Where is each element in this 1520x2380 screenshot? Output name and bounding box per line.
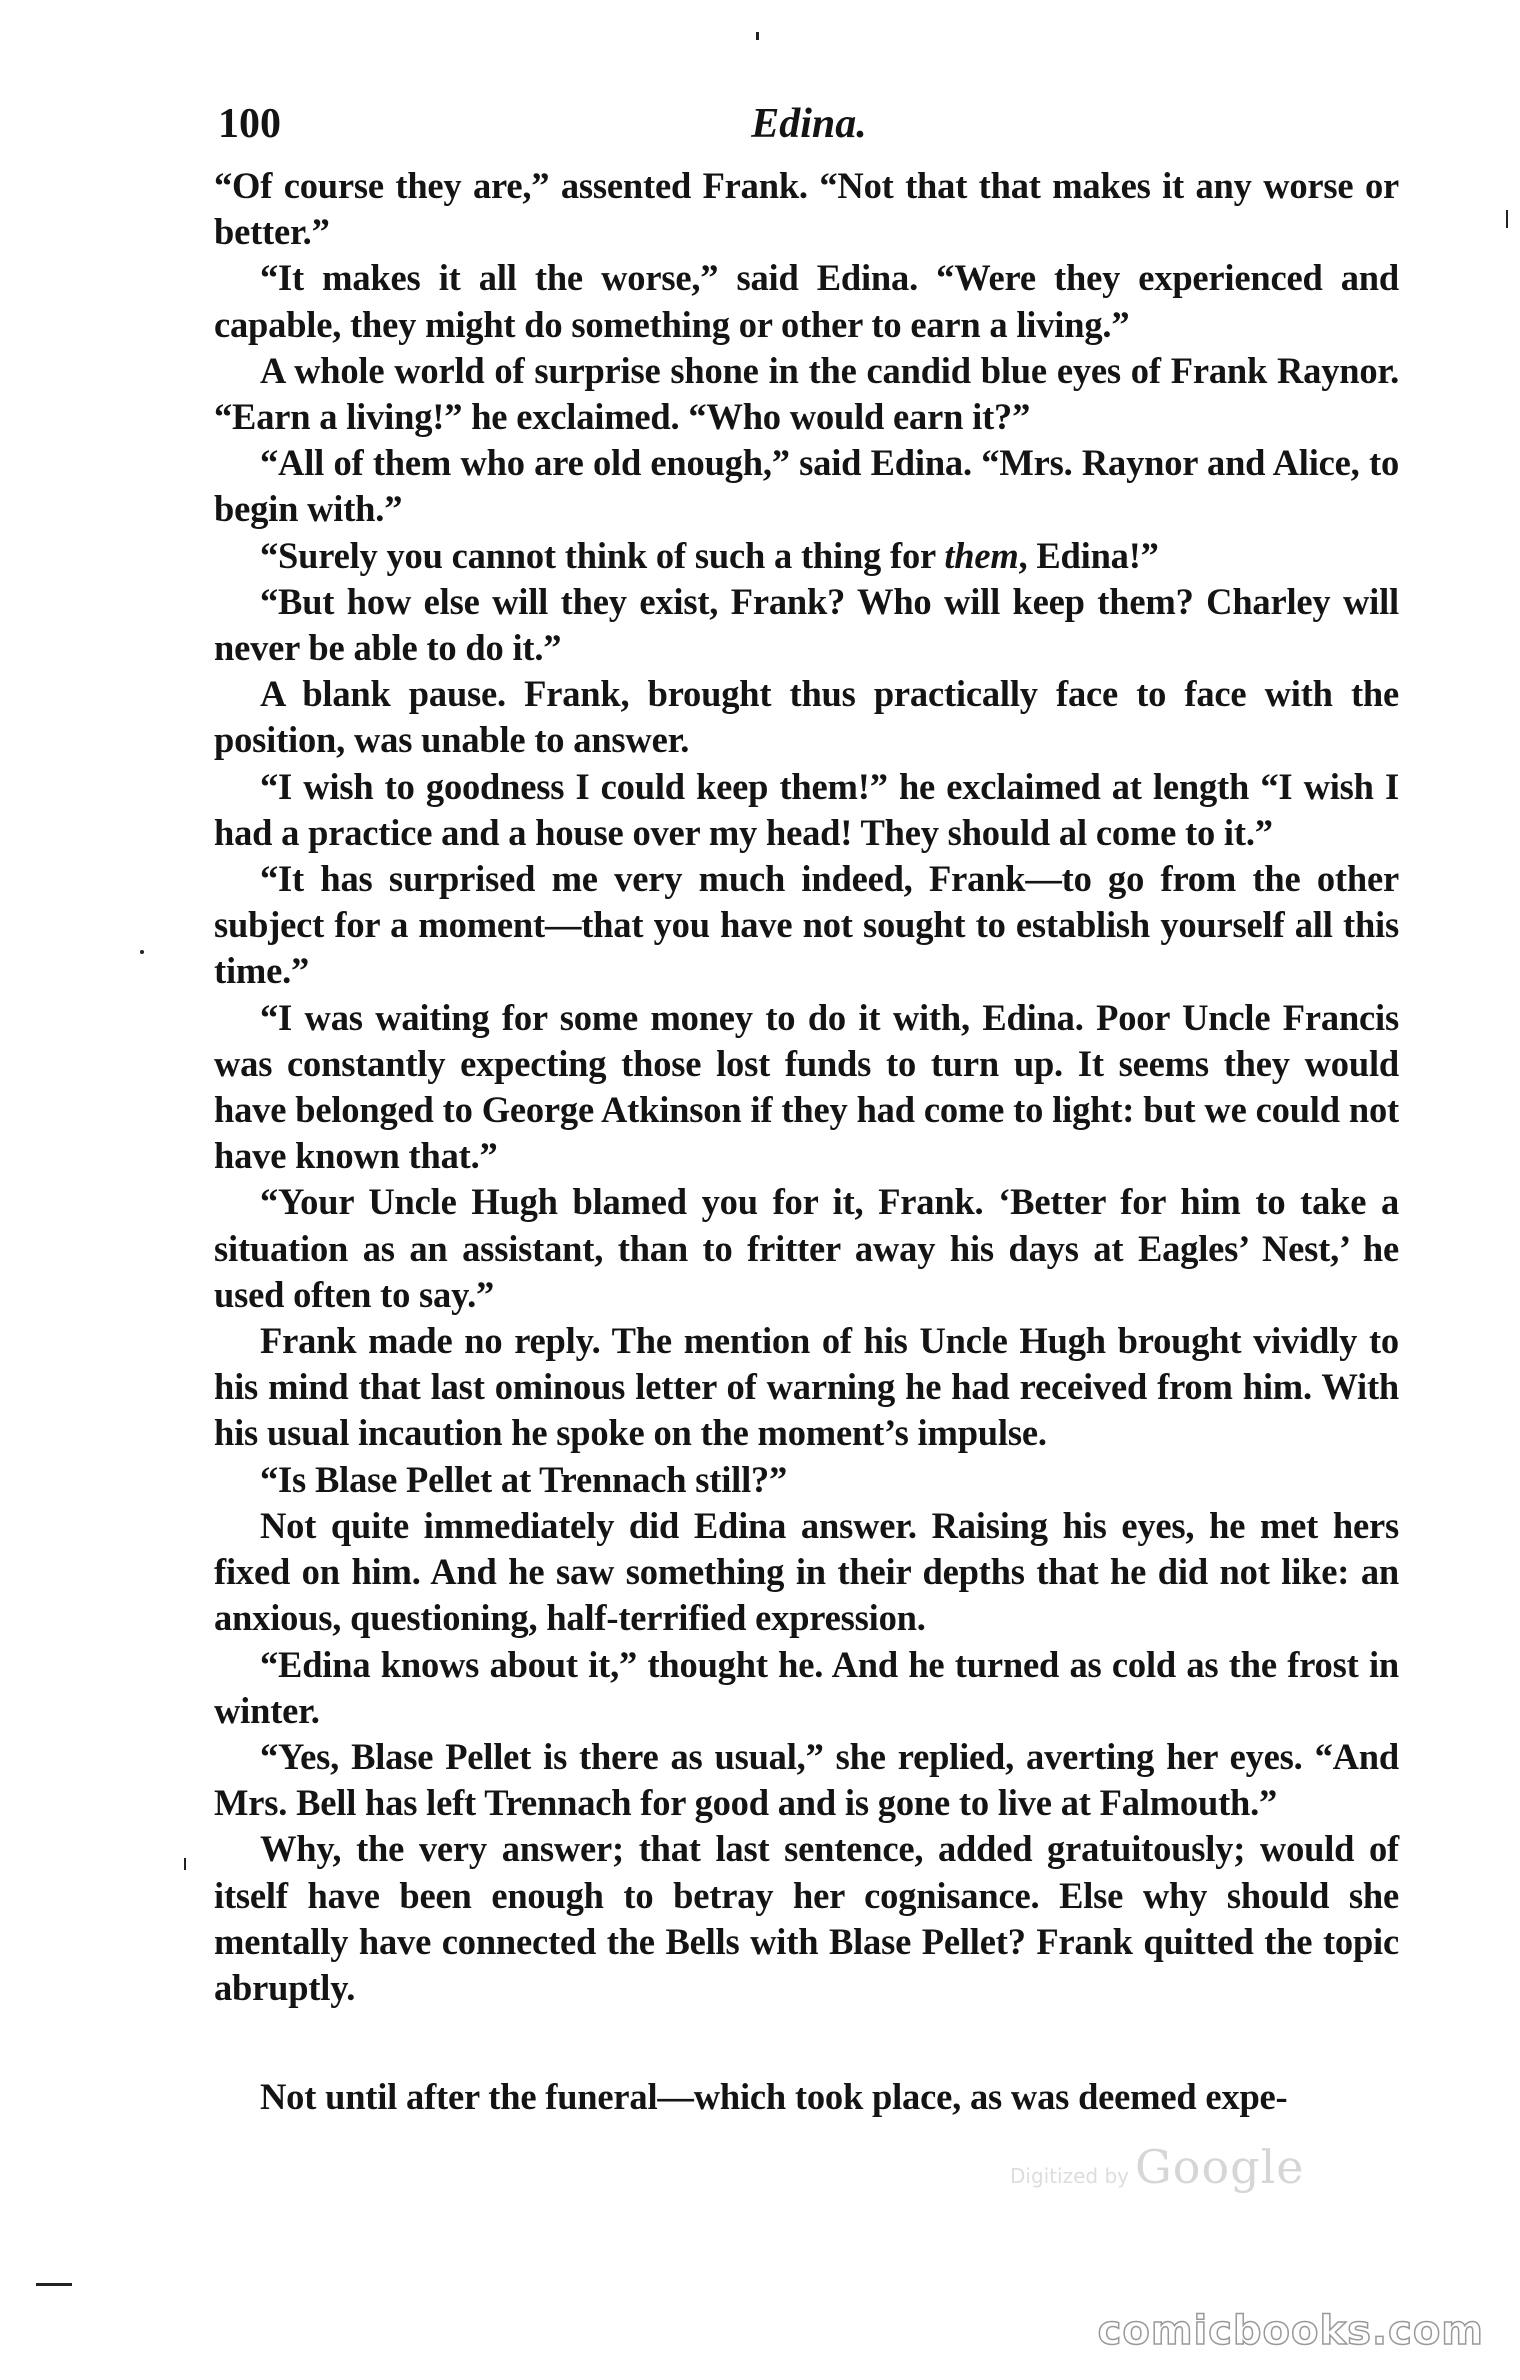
paragraph-11: “Your Uncle Hugh blamed you for it, Frank. ‘Better for him to take a situation as an assistant, than to fritter away his days at Eagles’ Nest,’ he used often to say.” <box>214 1181 1399 1315</box>
google-watermark <box>1010 2140 1305 2194</box>
paragraph-5-after: , Edina!” <box>1018 534 1159 576</box>
body-text <box>214 163 1399 2120</box>
paragraph-16: “Yes, Blase Pellet is there as usual,” she replied, averting her eyes. “And Mrs. Bell has left Trennach for good and is gone to live at Falmouth.” <box>214 1735 1399 1824</box>
paragraph-12: Frank made no reply. The mention of his Uncle Hugh brought vividly to his mind that last ominous letter of warning he had received from him. With his usual incaution he spoke on the moment’s impulse. <box>214 1320 1399 1454</box>
paragraph-3: A whole world of surprise shone in the candid blue eyes of Frank Raynor. “Earn a living!” he exclaimed. “Who would earn it?” <box>214 349 1399 438</box>
paragraph-8: “I wish to goodness I could keep them!” he exclaimed at length “I wish I had a practice and a house over my head! They should al come to it.” <box>214 765 1399 853</box>
paragraph-6: “But how else will they exist, Frank? Who will keep them? Charley will never be able to do it.” <box>214 580 1399 669</box>
print-speck <box>1506 210 1508 228</box>
running-head <box>218 100 1400 152</box>
paragraph-1: “Of course they are,” assented Frank. “Not that that makes it any worse or better.” <box>214 165 1399 253</box>
print-speck <box>140 950 144 954</box>
site-watermark: comicbooks.com <box>1097 2308 1484 2354</box>
digitized-by-label: Digitized by <box>1010 2164 1129 2188</box>
running-title: Edina. <box>751 101 867 147</box>
paragraph-5 <box>214 533 1399 579</box>
paragraph-14: Not quite immediately did Edina answer. Raising his eyes, he met hers fixed on him. And he saw something in their depths that he did not like: an anxious, questioning, half-terrified expression. <box>214 1504 1399 1639</box>
paragraph-18: Not until after the funeral—which took place, as was deemed expe- <box>260 2076 1288 2118</box>
paragraph-5-before: “Surely you cannot think of such a thing for <box>260 534 945 576</box>
paragraph-2: “It makes it all the worse,” said Edina. “Were they experienced and capable, they might do something or other to earn a living.” <box>214 257 1399 345</box>
paragraph-15: “Edina knows about it,” thought he. And he turned as cold as the frost in winter. <box>214 1643 1399 1731</box>
paragraph-5-italic: them <box>944 534 1019 576</box>
print-speck <box>756 32 759 40</box>
print-speck <box>36 2283 72 2286</box>
section-gap <box>214 2011 1399 2074</box>
paragraph-17: Why, the very answer; that last sentence, added gratuitously; would of itself have been enough to betray her cognisance. Else why should she mentally have connected the Bells with Blase Pellet? Frank quitted the topic abruptly. <box>214 1828 1399 2008</box>
paragraph-9: “It has surprised me very much indeed, Frank—to go from the other subject for a moment—that you have not sought to establish yourself all this time.” <box>214 858 1399 992</box>
print-speck <box>184 1858 186 1870</box>
page-number: 100 <box>218 101 281 147</box>
paragraph-7: A blank pause. Frank, brought thus practically face to face with the position, was unable to answer. <box>214 673 1399 761</box>
paragraph-10: “I was waiting for some money to do it with, Edina. Poor Uncle Francis was constantly expecting those lost funds to turn up. It seems they would have belonged to George Atkinson if they had come to light: but we could not have known that.” <box>214 996 1399 1177</box>
google-logo: Google <box>1135 2140 1305 2194</box>
paragraph-13: “Is Blase Pellet at Trennach still?” <box>260 1458 788 1500</box>
paragraph-4: “All of them who are old enough,” said Edina. “Mrs. Raynor and Alice, to begin with.” <box>214 442 1399 530</box>
